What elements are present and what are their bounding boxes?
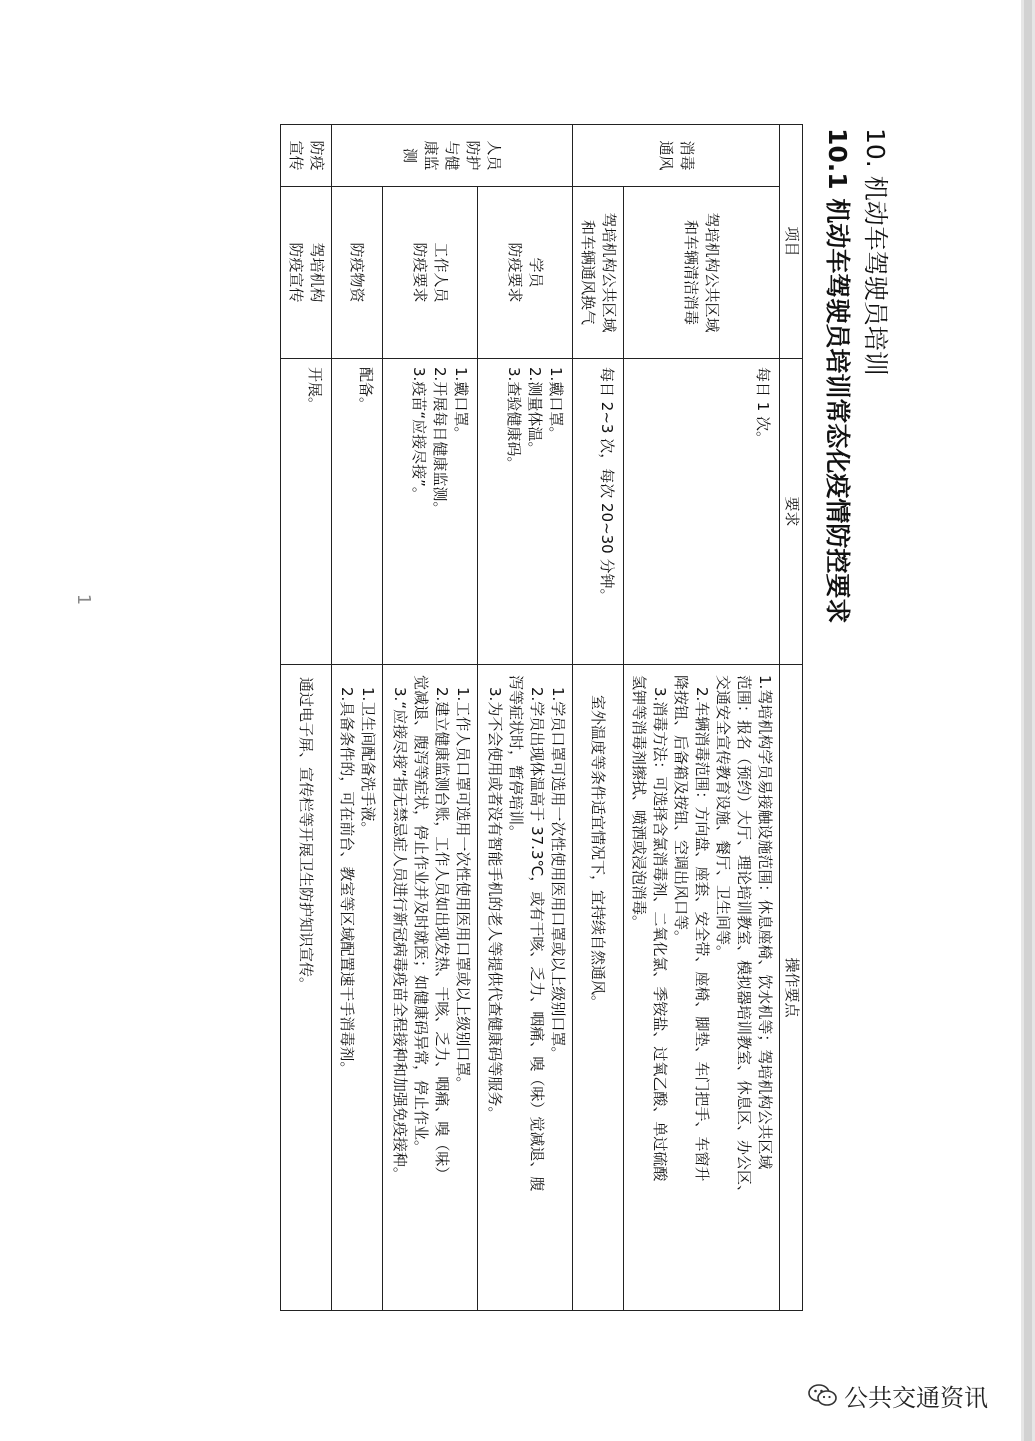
subitem-cell: 驾培机构公共区域 和车辆清洁消毒: [624, 187, 780, 359]
operation-cell: 1.驾培机构学员易接触设施范围：休息座椅、饮水机等；驾培机构公共区域 范围：报名（预约）大厅、理论培训教室、模拟器培训教室、休息区、办公区、 交通安全宣传教育设施、餐厅、卫生间等。 2.车辆消毒范围：方向盘、座套、安全带、座椅、脚垫、车门把手、车窗升 降按钮、后备箱及按钮、空调出风口等。 3.消毒方法：可选择含氯消毒剂、二氧化氯、季铵盐、过氧乙酸、单过硫酸 氢钾等消毒剂擦拭、喷洒或浸泡消毒。: [624, 665, 780, 1311]
operation-cell: 通过电子屏、宣传栏等开展卫生防护知识宣传。: [281, 665, 332, 1311]
table-row: [383, 125, 478, 1311]
table-row: [281, 125, 332, 1311]
table-row: [573, 125, 624, 1311]
operation-cell: 室外温度等条件适宜情况下，宜持续自然通风。: [573, 665, 624, 1311]
table-row: [478, 125, 573, 1311]
table-header-row: [780, 125, 803, 1311]
requirement-cell: 每日 2~3 次，每次 20~30 分钟。: [573, 359, 624, 665]
section-heading: 10. 机动车驾驶员培训: [861, 128, 890, 376]
subitem-cell: 驾培机构公共区域 和车辆通风换气: [573, 187, 624, 359]
rotated-document-page: [287, 120, 895, 1320]
requirement-cell: 1.戴口罩。 2.开展每日健康监测。 3.疫苗“应接尽接”。: [383, 359, 478, 665]
header-requirement: 要求: [780, 359, 803, 665]
requirement-cell: 配备。: [332, 359, 383, 665]
category-cell: 消毒 通风: [573, 125, 780, 187]
requirement-cell: 1.戴口罩。 2.测量体温。 3.查验健康码。: [478, 359, 573, 665]
requirements-table: [280, 124, 803, 1311]
subsection-heading: 10.1 机动车驾驶员培训常态化疫情防控要求: [823, 128, 852, 624]
operation-cell: 1.学员口罩可选用一次性使用医用口罩或以上级别口罩。 2.学员出现体温高于 37.3℃，或有干咳、乏力、咽痛、嗅（味）觉减退、腹 泻等症状时，暂停培训。 3.为不会使用或者没有智能手机的老人等提供代查健康码等服务。: [478, 665, 573, 1311]
subitem-cell: 工作人员 防疫要求: [383, 187, 478, 359]
requirement-cell: 每日 1 次。: [624, 359, 780, 665]
page-number: 1: [73, 593, 95, 606]
subitem-cell: 驾培机构 防疫宣传: [281, 187, 332, 359]
watermark-text: 公共交通资讯: [844, 1384, 988, 1412]
operation-cell: 1.工作人员口罩可选用一次性使用医用口罩或以上级别口罩。 2.建立健康监测台账，工作人员如出现发热、干咳、乏力、咽痛、嗅（味） 觉减退、腹泻等症状，停止作业并及时就医；如健康码异常，停止作业。 3.“应接尽接”指无禁忌症人员进行新冠病毒疫苗全程接种和加强免疫接种。: [383, 665, 478, 1311]
watermark: [808, 1378, 988, 1413]
table-row: [624, 125, 780, 1311]
subitem-cell: 防疫物资: [332, 187, 383, 359]
header-item: 项目: [780, 125, 803, 359]
category-cell: 人员 防护 与健 康监 测: [332, 125, 573, 187]
header-operation: 操作要点: [780, 665, 803, 1311]
requirement-cell: 开展。: [281, 359, 332, 665]
subitem-cell: 学员 防疫要求: [478, 187, 573, 359]
page-scroll-edge: [1021, 0, 1035, 1441]
operation-cell: 1.卫生间配备洗手液。 2.具备条件的，可在前台、教室等区域配置速干手消毒剂。: [332, 665, 383, 1311]
wechat-icon: [808, 1383, 838, 1409]
table-row: [332, 125, 383, 1311]
category-cell: 防疫 宣传: [281, 125, 332, 187]
